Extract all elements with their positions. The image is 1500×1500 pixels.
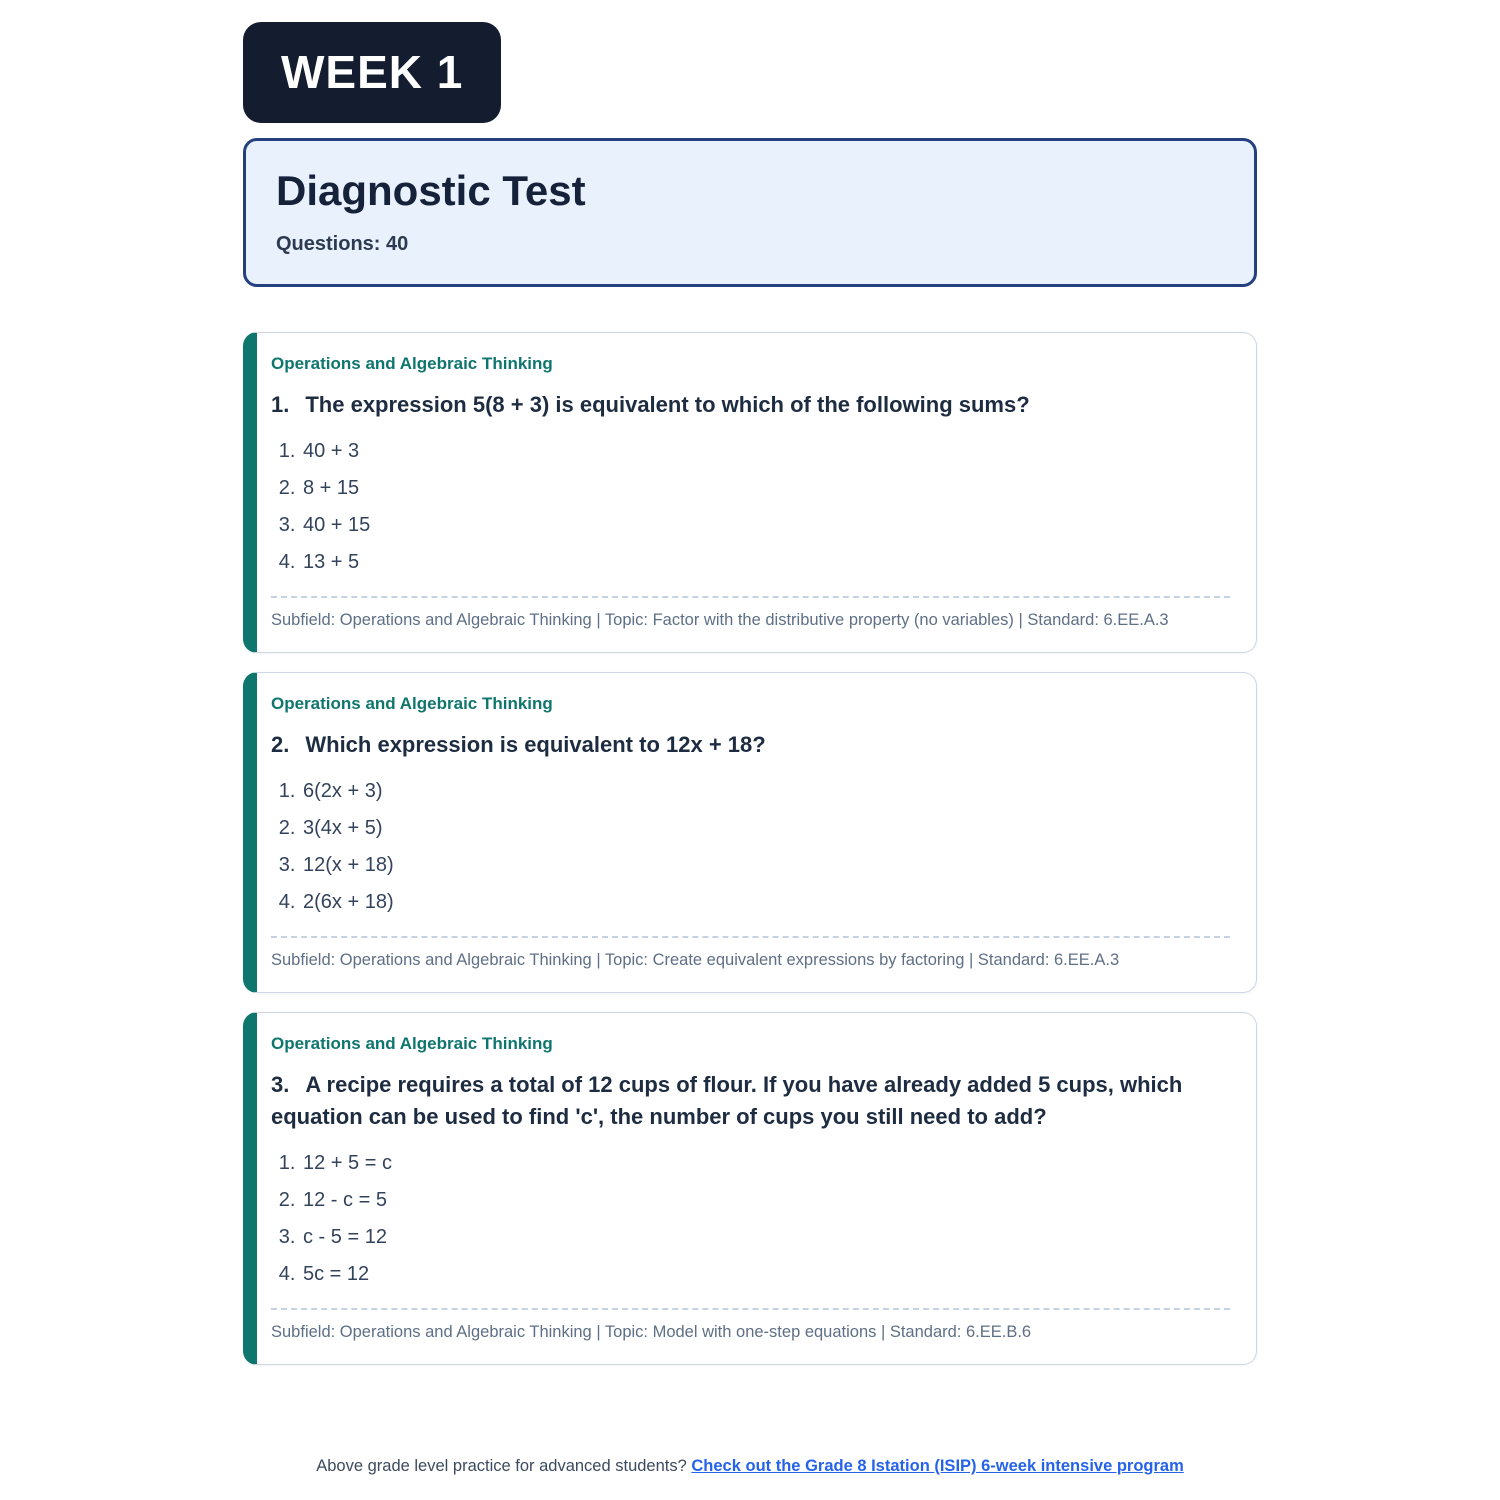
question-meta: Subfield: Operations and Algebraic Thinking | Topic: Model with one-step equations | Standard: 6.EE.B.6 — [271, 1322, 1032, 1341]
question-card — [243, 332, 1257, 653]
question-number: 3. — [271, 1072, 290, 1098]
istation-program-link[interactable]: Check out the Grade 8 Istation (ISIP) 6-week intensive program — [691, 1457, 1184, 1475]
answer-option: 2. 12 - c = 5 — [301, 1188, 1230, 1212]
answer-option: 4. 13 + 5 — [301, 550, 1230, 574]
question-text — [271, 389, 1230, 421]
answer-option: 2. 3(4x + 5) — [301, 816, 1230, 840]
question-body: The expression 5(8 + 3) is equivalent to which of the following sums? — [305, 392, 1030, 418]
answer-option: 3. 40 + 15 — [301, 513, 1230, 537]
answer-options — [271, 1151, 1230, 1286]
footer-text: Above grade level practice for advanced students? — [316, 1457, 692, 1475]
questions-count: Questions: 40 — [276, 233, 409, 256]
answer-option: 4. 2(6x + 18) — [301, 890, 1230, 914]
answer-option: 3. c - 5 = 12 — [301, 1225, 1230, 1249]
footer-note — [0, 1457, 1500, 1476]
content-container — [243, 0, 1257, 1365]
dashed-divider — [271, 936, 1230, 938]
question-text — [271, 1069, 1230, 1133]
question-number: 2. — [271, 732, 290, 758]
question-list — [243, 332, 1257, 1365]
question-meta: Subfield: Operations and Algebraic Thinking | Topic: Create equivalent expressions by factoring | Standard: 6.EE.A.3 — [271, 951, 1120, 970]
question-text — [271, 729, 1230, 761]
week-badge: WEEK 1 — [243, 22, 501, 123]
answer-options — [271, 779, 1230, 914]
dashed-divider — [271, 596, 1230, 598]
answer-option: 1. 12 + 5 = c — [301, 1151, 1230, 1175]
answer-option: 1. 6(2x + 3) — [301, 779, 1230, 803]
answer-options — [271, 439, 1230, 574]
answer-option: 4. 5c = 12 — [301, 1262, 1230, 1286]
subfield-label: Operations and Algebraic Thinking — [271, 694, 553, 714]
page-title: Diagnostic Test — [276, 167, 586, 214]
question-meta: Subfield: Operations and Algebraic Thinking | Topic: Factor with the distributive property (no variables) | Standard: 6.EE.A.3 — [271, 611, 1169, 630]
answer-option: 3. 12(x + 18) — [301, 853, 1230, 877]
answer-option: 1. 40 + 3 — [301, 439, 1230, 463]
subfield-label: Operations and Algebraic Thinking — [271, 1034, 553, 1054]
dashed-divider — [271, 1308, 1230, 1310]
test-header-panel — [243, 138, 1257, 287]
answer-option: 2. 8 + 15 — [301, 476, 1230, 500]
question-card — [243, 1012, 1257, 1365]
subfield-label: Operations and Algebraic Thinking — [271, 354, 553, 374]
question-body: Which expression is equivalent to 12x + 18? — [305, 732, 766, 758]
question-card — [243, 672, 1257, 993]
question-body: A recipe requires a total of 12 cups of flour. If you have already added 5 cups, which equation can be used to find 'c', the number of cups you still need to add? — [271, 1072, 1183, 1129]
question-number: 1. — [271, 392, 290, 418]
